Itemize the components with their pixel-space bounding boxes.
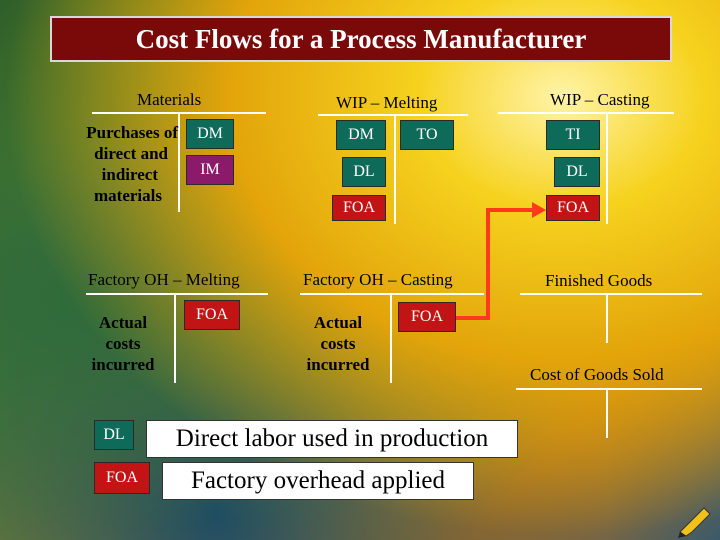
foa-flow-arrowhead	[532, 202, 546, 218]
legend-dl-tag: DL	[94, 420, 134, 450]
cogs-label: Cost of Goods Sold	[530, 365, 664, 384]
page-title: Cost Flows for a Process Manufacturer	[135, 23, 587, 54]
foh-casting-actual-line-2: costs	[320, 334, 356, 353]
wip-melting-dm-tag: DM	[336, 120, 386, 150]
materials-purchases-line-3: indirect	[101, 165, 158, 184]
materials-dm-tag: DM	[186, 119, 234, 149]
foh-casting-label: Factory OH – Casting	[303, 270, 453, 289]
legend-foa-text: Factory overhead applied	[162, 462, 474, 500]
wip-melting-foa-tag: FOA	[332, 195, 386, 221]
foh-melting-actual-line-2: costs	[105, 334, 141, 353]
wip-melting-dl-tag: DL	[342, 157, 386, 187]
materials-purchases-line-2: direct and	[94, 144, 168, 163]
materials-im-tag: IM	[186, 155, 234, 185]
materials-label: Materials	[137, 90, 202, 109]
wip-casting-label: WIP – Casting	[550, 90, 650, 109]
wip-casting-ti-tag: TI	[546, 120, 600, 150]
wip-casting-dl-tag: DL	[554, 157, 600, 187]
wip-melting-to-tag: TO	[400, 120, 454, 150]
legend-dl-text: Direct labor used in production	[146, 420, 518, 458]
foa-flow-line	[456, 210, 534, 318]
finished-goods-label: Finished Goods	[545, 271, 653, 290]
foh-melting-label: Factory OH – Melting	[88, 270, 240, 289]
pencil-icon	[676, 502, 716, 538]
materials-purchases-line-1: Purchases of	[86, 123, 178, 142]
foh-casting-foa-tag: FOA	[398, 302, 456, 332]
foh-melting-foa-tag: FOA	[184, 300, 240, 330]
foh-melting-actual-line-1: Actual	[98, 313, 148, 332]
foh-melting-actual-line-3: incurred	[91, 355, 155, 374]
foh-casting-actual-line-3: incurred	[306, 355, 370, 374]
wip-casting-foa-tag: FOA	[546, 195, 600, 221]
wip-melting-label: WIP – Melting	[336, 93, 438, 112]
legend-foa-tag: FOA	[94, 462, 150, 494]
foh-casting-actual-line-1: Actual	[313, 313, 363, 332]
materials-purchases-line-4: materials	[94, 186, 162, 205]
